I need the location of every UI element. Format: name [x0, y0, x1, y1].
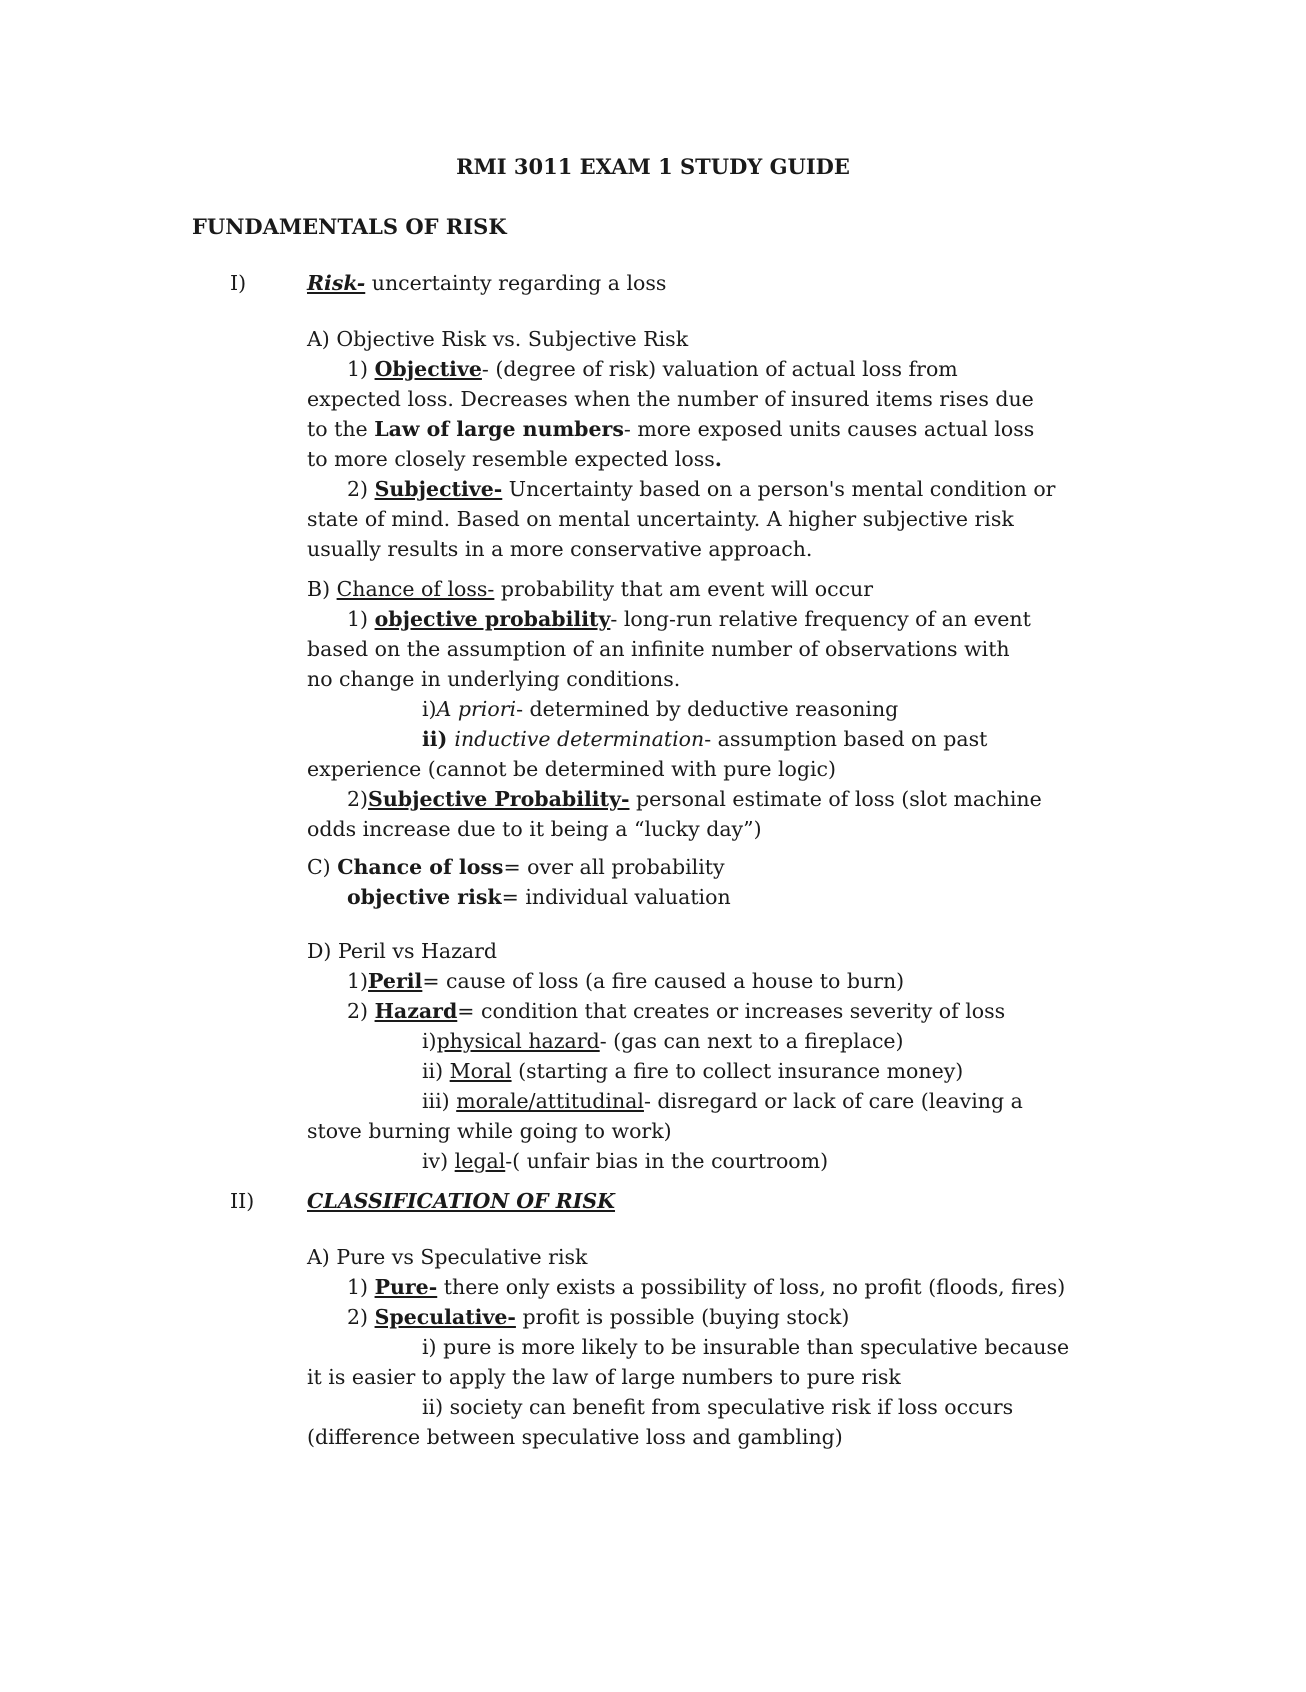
inductive-determination-item: ii) inductive determination- assumption based on past: [422, 727, 988, 751]
subjective-probability-item: 2)Subjective Probability- personal estimate of loss (slot machine: [347, 787, 1042, 811]
section-b-heading: B) Chance of loss- probability that am event will occur: [307, 577, 874, 601]
part-1-section-b: [307, 574, 1042, 844]
law-of-large-numbers-term: Law of large numbers: [374, 417, 624, 441]
speculative-risk-item: 2) Speculative- profit is possible (buying stock): [347, 1305, 850, 1329]
legal-hazard-term: legal: [454, 1149, 506, 1173]
part-1-risk-definition: [307, 268, 1127, 298]
section-title: FUNDAMENTALS OF RISK: [192, 214, 507, 239]
moral-hazard-term: Moral: [449, 1059, 512, 1083]
objective-risk-summary: objective risk= individual valuation: [347, 885, 731, 909]
part-2-numeral: II): [230, 1189, 255, 1213]
objective-probability-term: objective probability: [374, 607, 611, 631]
classification-of-risk-heading: CLASSIFICATION OF RISK: [307, 1189, 616, 1213]
legal-hazard-item: iv) legal-( unfair bias in the courtroom): [422, 1149, 829, 1173]
physical-hazard-term: physical hazard: [436, 1029, 600, 1053]
chance-of-loss-term: Chance of loss-: [336, 577, 495, 601]
pure-term: Pure-: [374, 1275, 438, 1299]
speculative-term: Speculative-: [374, 1305, 516, 1329]
inductive-determination-continued: experience (cannot be determined with pure logic): [307, 757, 837, 781]
chance-of-loss-summary: C) Chance of loss= over all probability: [307, 855, 725, 879]
morale-hazard-continued: stove burning while going to work): [307, 1119, 672, 1143]
objective-risk-item: 1) Objective- (degree of risk) valuation of actual loss from expected loss. Decreases when the number of insured items rises due to the Law of large numbers- more exposed units causes actual loss to more closely resemble expected loss.: [307, 357, 1035, 471]
section-d-heading: D) Peril vs Hazard: [307, 939, 498, 963]
section-a-heading: A) Objective Risk vs. Subjective Risk: [307, 327, 689, 351]
subjective-risk-item: 2) Subjective- Uncertainty based on a person's mental condition or state of mind. Based on mental uncertainty. A higher subjective risk usually results in a more conservative approach.: [307, 477, 1056, 561]
part-2-section-a: [307, 1242, 1127, 1452]
subjective-probability-continued: odds increase due to it being a “lucky day”): [307, 817, 762, 841]
a-priori-term: A priori: [436, 697, 517, 721]
subjective-probability-term: Subjective Probability-: [368, 787, 630, 811]
a-priori-item: i)A priori- determined by deductive reasoning: [422, 697, 899, 721]
society-benefit-note: ii) society can benefit from speculative risk if loss occurs: [422, 1395, 1014, 1419]
hazard-term: Hazard: [374, 999, 458, 1023]
objective-probability-item: 1) objective probability- long-run relative frequency of an event based on the assumption of an infinite number of observations with no change in underlying conditions.: [307, 607, 1031, 691]
risk-definition: uncertainty regarding a loss: [365, 271, 667, 295]
pure-insurable-note-continued: it is easier to apply the law of large numbers to pure risk: [307, 1365, 901, 1389]
subjective-term: Subjective-: [374, 477, 503, 501]
inductive-determination-term: inductive determination: [454, 727, 705, 751]
part-1-section-c: [307, 852, 1127, 912]
morale-hazard-term: morale/attitudinal: [456, 1089, 644, 1113]
hazard-item: 2) Hazard= condition that creates or increases severity of loss: [347, 999, 1006, 1023]
morale-hazard-item: iii) morale/attitudinal- disregard or lack of care (leaving a: [422, 1089, 1023, 1113]
physical-hazard-item: i)physical hazard- (gas can next to a fireplace): [422, 1029, 904, 1053]
pure-vs-speculative-heading: A) Pure vs Speculative risk: [307, 1245, 588, 1269]
peril-item: 1)Peril= cause of loss (a fire caused a house to burn): [347, 969, 905, 993]
moral-hazard-item: ii) Moral (starting a fire to collect insurance money): [422, 1059, 964, 1083]
pure-risk-item: 1) Pure- there only exists a possibility of loss, no profit (floods, fires): [347, 1275, 1066, 1299]
objective-risk-summary-term: objective risk: [347, 885, 502, 909]
society-benefit-note-continued: (difference between speculative loss and gambling): [307, 1425, 843, 1449]
part-1-numeral: I): [230, 271, 247, 295]
objective-term: Objective: [374, 357, 482, 381]
part-1-section-a: [307, 324, 1057, 564]
part-1-section-d: [307, 936, 1127, 1176]
peril-term: Peril: [368, 969, 423, 993]
pure-insurable-note: i) pure is more likely to be insurable than speculative because: [422, 1335, 1070, 1359]
document-title: RMI 3011 EXAM 1 STUDY GUIDE: [456, 154, 850, 179]
part-2-heading-block: [307, 1186, 1127, 1216]
risk-term: Risk-: [307, 271, 366, 295]
chance-of-loss-summary-term: Chance of loss: [337, 855, 504, 879]
